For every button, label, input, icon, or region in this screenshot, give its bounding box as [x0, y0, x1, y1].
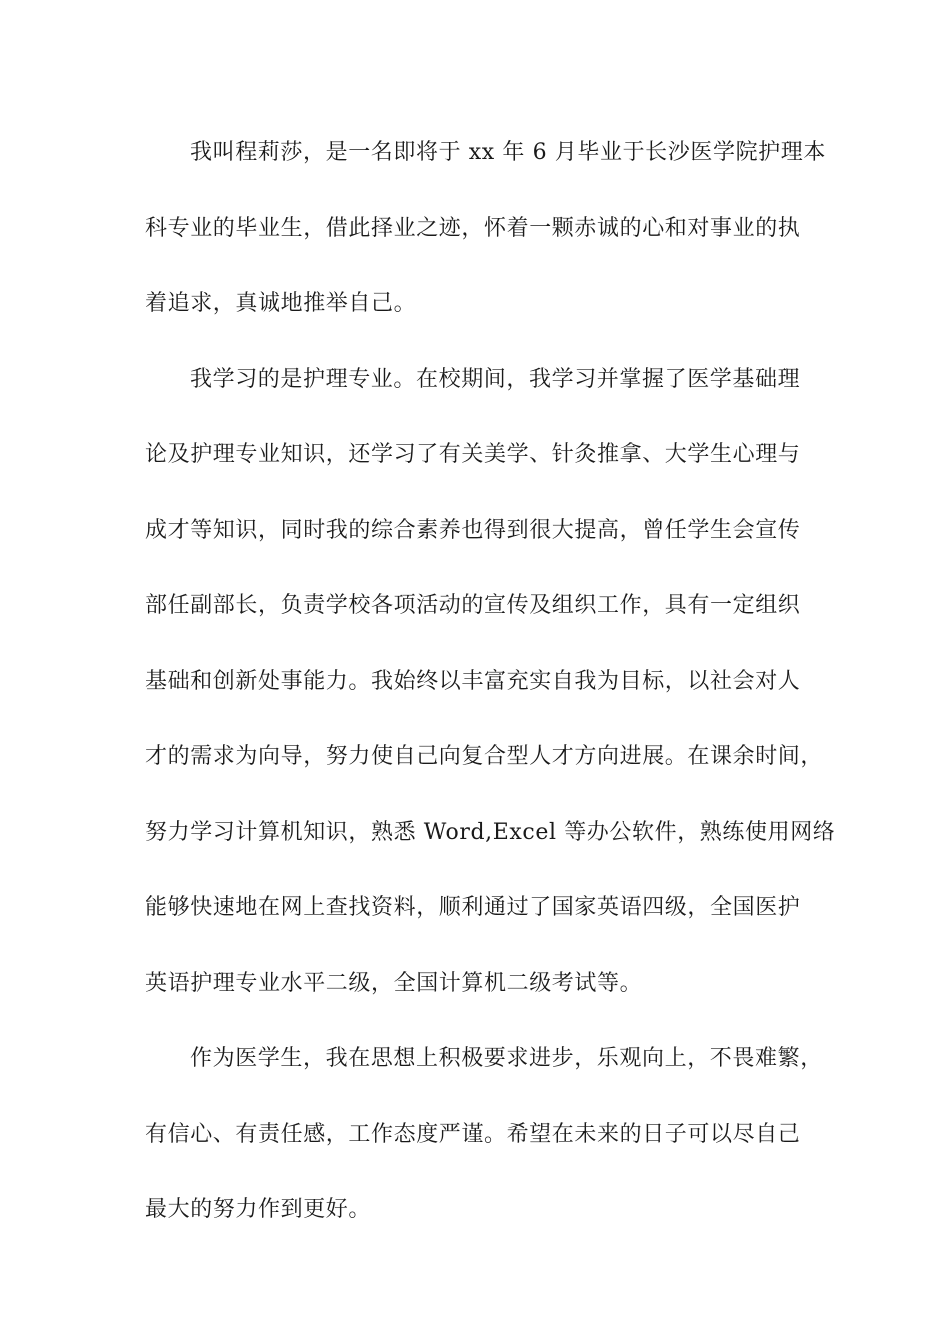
- text-line: 论及护理专业知识，还学习了有关美学、针灸推拿、大学生心理与: [145, 442, 801, 467]
- text-line: 努力学习计算机知识，熟悉 Word,Excel 等办公软件，熟练使用网络: [145, 819, 836, 845]
- text-line: 我叫程莉莎，是一名即将于 xx 年 6 月毕业于长沙医学院护理本: [190, 140, 826, 165]
- text-line: 成才等知识，同时我的综合素养也得到很大提高，曾任学生会宣传: [145, 517, 801, 543]
- paragraph-2: [145, 353, 836, 1033]
- text-line: 科专业的毕业生，借此择业之迹，怀着一颗赤诚的心和对事业的执: [145, 215, 801, 241]
- text-line: 才的需求为向导，努力使自己向复合型人才方向进展。在课余时间，: [145, 744, 824, 769]
- text-line: 部任副部长，负责学校各项活动的宣传及组织工作，具有一定组织: [145, 593, 801, 618]
- text-line: 能够快速地在网上查找资料，顺利通过了国家英语四级，全国医护: [145, 895, 801, 920]
- text-line: 最大的努力作到更好。: [145, 1197, 372, 1222]
- text-line: 有信心、有责任感，工作态度严谨。希望在未来的日子可以尽自己: [145, 1121, 801, 1147]
- text-line: 作为医学生，我在思想上积极要求进步，乐观向上，不畏难繁，: [190, 1046, 823, 1071]
- paragraph-1: [145, 126, 826, 353]
- text-line: 英语护理专业水平二级，全国计算机二级考试等。: [145, 970, 643, 996]
- paragraph-3: [145, 1032, 823, 1259]
- text-line: 着追求，真诚地推举自己。: [145, 291, 417, 316]
- text-line: 基础和创新处事能力。我始终以丰富充实自我为目标，以社会对人: [145, 668, 801, 694]
- document-body: [145, 126, 836, 1259]
- text-line: 我学习的是护理专业。在校期间，我学习并掌握了医学基础理: [190, 366, 801, 392]
